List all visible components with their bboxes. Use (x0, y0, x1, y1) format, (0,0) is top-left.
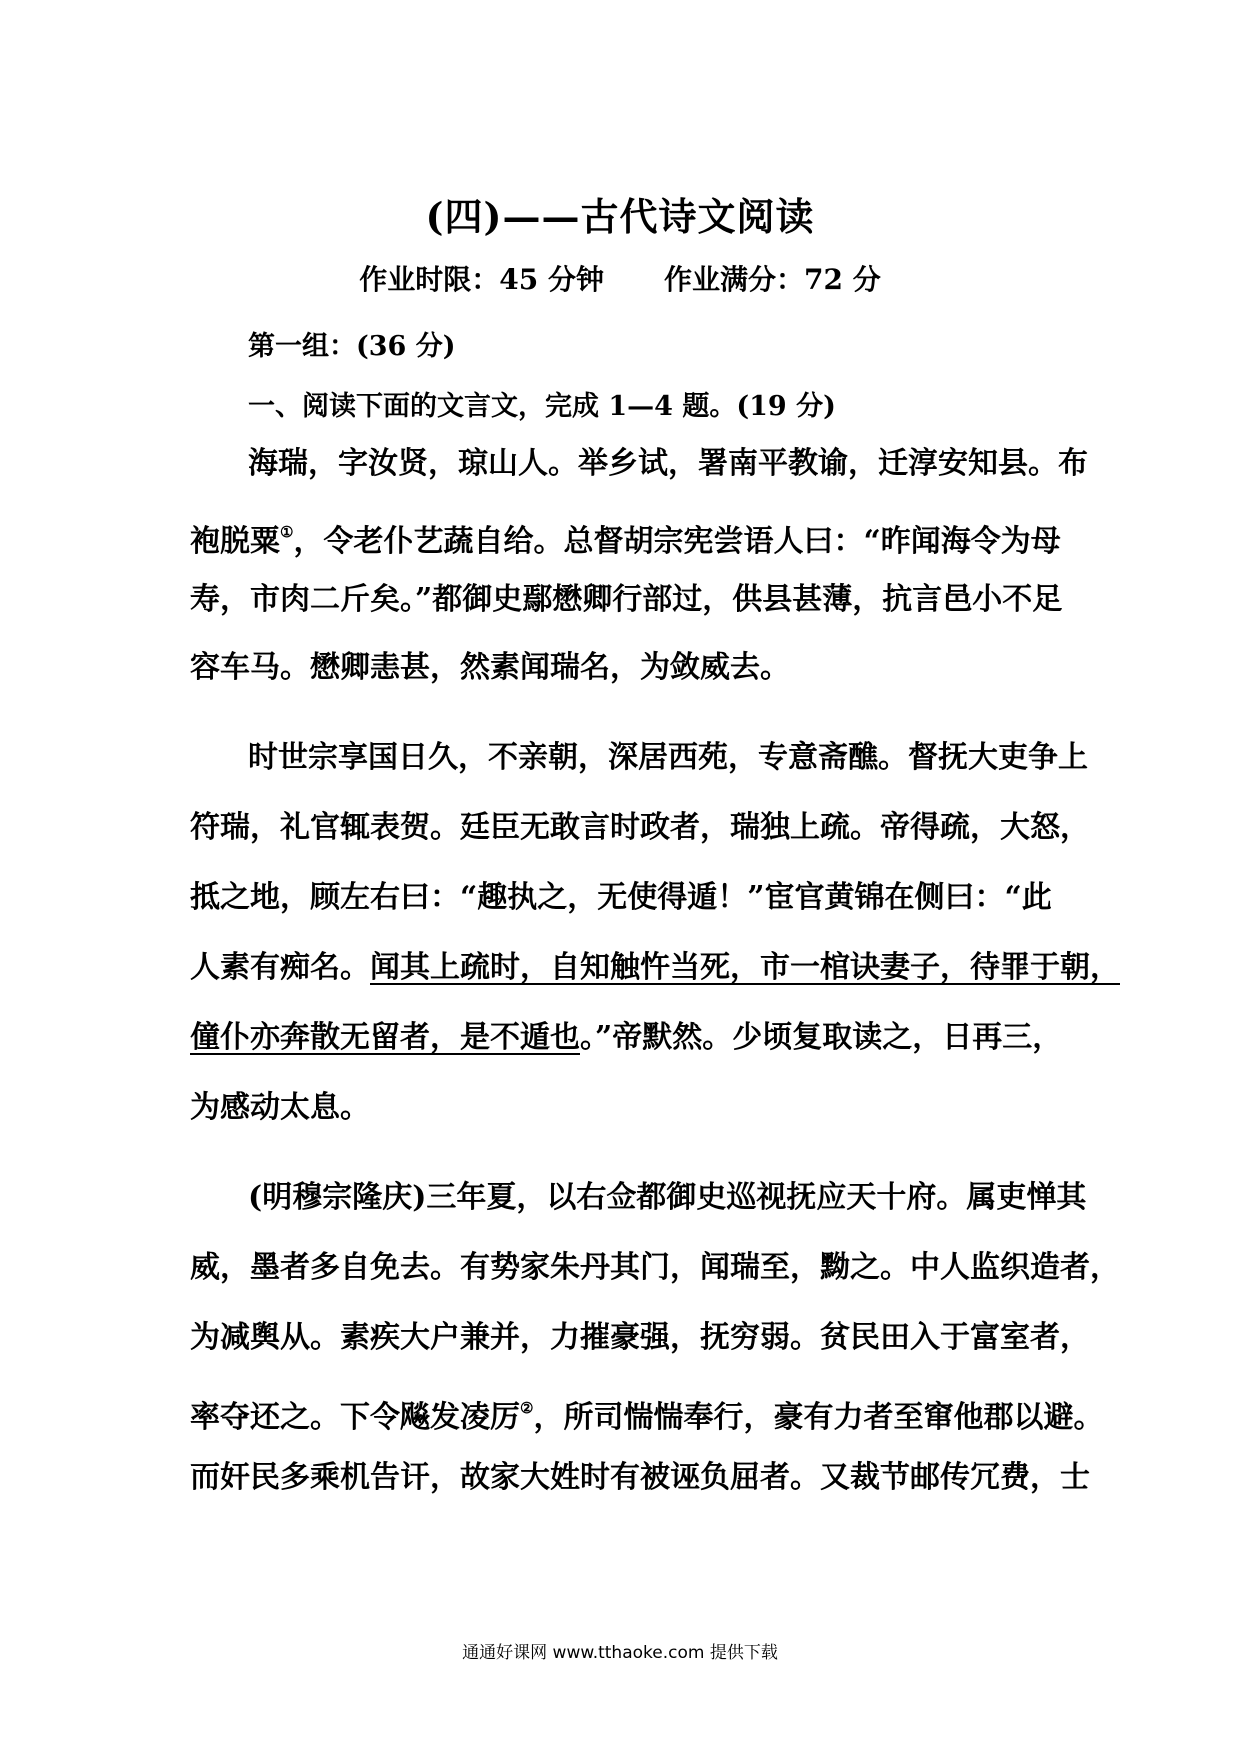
question-instruction: 一、阅读下面的文言文，完成 1—4 题。(19 分) (248, 391, 836, 422)
footnote-marker: ① (280, 523, 294, 541)
para2-line6: 为感动太息。 (190, 1090, 370, 1125)
para1-line1: 海瑞，字汝贤，琼山人。举乡试，署南平教谕，迁淳安知县。布 (248, 446, 1088, 481)
download-footer: 通通好课网 www.tthaoke.com 提供下载 (462, 1643, 778, 1663)
text-segment: ，令老仆艺蔬自给。总督胡宗宪尝语人曰：“昨闻海令为母 (293, 524, 1061, 559)
assignment-info (0, 258, 1240, 298)
page-title: (四)——古代诗文阅读 (425, 194, 815, 239)
group-label: 第一组：(36 分) (248, 331, 456, 362)
time-limit: 作业时限：45 分钟 (359, 263, 604, 296)
para3-line3: 为减舆从。素疾大户兼并，力摧豪强，抚穷弱。贫民田入于富室者， (190, 1320, 1090, 1355)
para2-line1: 时世宗享国日久，不亲朝，深居西苑，专意斋醮。督抚大吏争上 (248, 740, 1088, 775)
para1-line3: 寿，市肉二斤矣。”都御史鄢懋卿行部过，供县甚薄，抗言邑小不足 (190, 582, 1063, 617)
footnote-marker: ② (520, 1399, 534, 1417)
para3-line4 (190, 1388, 1104, 1438)
underlined-sentence: 僮仆亦奔散无留者，是不遁也 (190, 1020, 580, 1055)
underlined-sentence: 闻其上疏时，自知触忤当死，市一棺诀妻子，待罪于朝， (370, 950, 1120, 985)
full-score: 作业满分：72 分 (664, 263, 881, 296)
para2-line4 (190, 948, 1120, 988)
para3-line5: 而奸民多乘机告讦，故家大姓时有被诬负屈者。又裁节邮传冗费，士 (190, 1460, 1090, 1495)
text-segment: 袍脱粟 (190, 524, 280, 559)
text-segment: 。”帝默然。少顷复取读之，日再三， (580, 1020, 1063, 1055)
para2-line2: 符瑞，礼官辄表贺。廷臣无敢言时政者，瑞独上疏。帝得疏，大怒， (190, 810, 1090, 845)
para3-line1: (明穆宗隆庆)三年夏，以右佥都御史巡视抚应天十府。属吏惮其 (248, 1180, 1087, 1215)
text-segment: ，所司惴惴奉行，豪有力者至窜他郡以避。 (533, 1400, 1104, 1435)
text-segment: 人素有痴名。 (190, 950, 370, 985)
para1-line4: 容车马。懋卿恚甚，然素闻瑞名，为敛威去。 (190, 650, 790, 685)
para1-line2 (190, 512, 1060, 562)
para3-line2: 威，墨者多自免去。有势家朱丹其门，闻瑞至，黝之。中人监织造者， (190, 1250, 1120, 1285)
text-segment: 率夺还之。下令飚发凌厉 (190, 1400, 520, 1435)
para2-line3: 抵之地，顾左右曰：“趣执之，无使得遁！”宦官黄锦在侧曰：“此 (190, 880, 1052, 915)
para2-line5 (190, 1018, 1063, 1058)
